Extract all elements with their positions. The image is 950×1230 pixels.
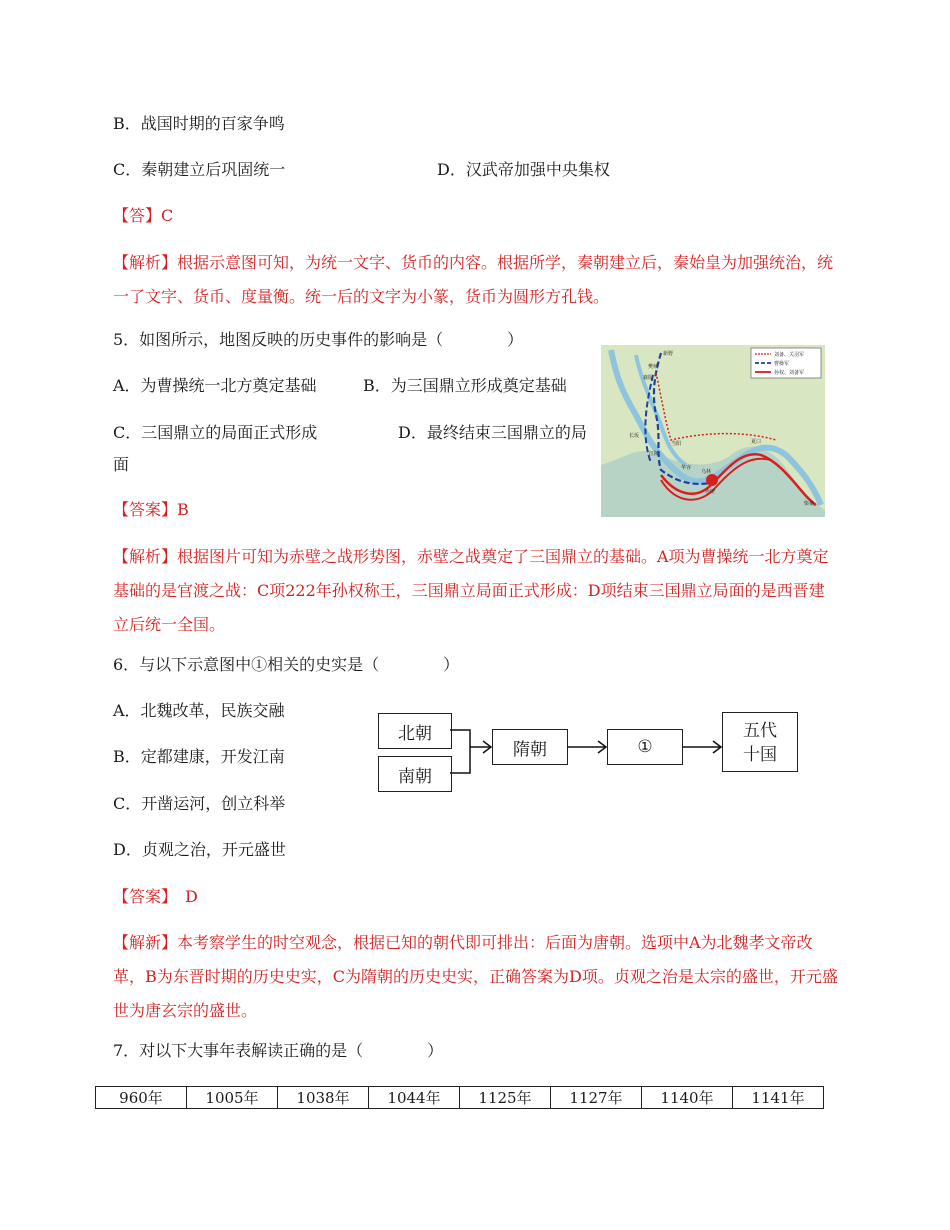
box-beichao: 北朝 [378,713,452,749]
map-place-huarong: 华容 [681,465,692,471]
q6-analysis: 【解新】本考察学生的时空观念，根据已知的朝代即可排出：后面为唐朝。选项中A为北魏孝文帝改革，B为东晋时期的历史史实，C为隋朝的历史史实，正确答案为D项。贞观之治是太宗的盛世，开元盛世为唐玄宗的盛世。 [113,933,838,1020]
q6-option-d: D．贞观之治，开元盛世 [113,840,286,859]
q5-answer: 【答案】B [113,500,189,519]
year-cell: 1140年 [642,1087,733,1109]
map-legend-3: 孙权、刘备军 [774,370,805,376]
q4-option-c: C．秦朝建立后巩固统一 [113,160,286,179]
q5-option-d-wrap: 面 [113,455,130,474]
map-place-chibi: 赤壁 [705,489,716,495]
chibi-battle-map [601,345,825,517]
q5-stem: 5．如图所示，地图反映的历史事件的影响是（ ） [113,330,524,349]
year-cell: 960年 [96,1087,187,1109]
q4-answer: 【答】C [113,206,174,225]
q5-option-b: B．为三国鼎立形成奠定基础 [363,376,567,395]
q6-answer: 【答案】 D [113,887,198,906]
year-cell: 1127年 [551,1087,642,1109]
map-place-chaisang: 柴桑 [804,501,815,507]
year-cell: 1044年 [369,1087,460,1109]
map-place-xinye: 新野 [663,351,674,357]
box-wudai-line2: 十国 [743,745,777,765]
box-circle-1: ① [607,729,683,765]
box-wudai-line1: 五代 [743,721,777,741]
q6-option-c: C．开凿运河，创立科举 [113,794,286,813]
dynasty-flow-arrows [450,700,730,800]
box-nanchao: 南朝 [378,756,452,792]
map-place-dangyang: 当阳 [671,441,682,447]
q6-stem: 6．与以下示意图中①相关的史实是（ ） [113,655,460,674]
q6-option-b: B．定都建康，开发江南 [113,747,285,766]
q7-year-table [95,1086,824,1109]
q7-stem: 7．对以下大事年表解读正确的是（ ） [113,1041,444,1060]
map-legend-2: 曹操军 [774,361,790,367]
year-cell: 1005年 [187,1087,278,1109]
q5-option-c: C．三国鼎立的局面正式形成 [113,423,318,442]
map-place-xiangyang: 襄阳 [643,375,654,381]
map-legend-1: 刘备、关羽军 [774,352,805,358]
map-place-xiakou: 夏口 [751,439,762,445]
map-place-jiangling: 江陵 [649,451,660,457]
q6-option-a: A．北魏改革，民族交融 [113,701,285,720]
year-cell: 1125年 [460,1087,551,1109]
map-place-changban: 长坂 [629,433,640,439]
q5-analysis: 【解析】根据图片可知为赤壁之战形势图，赤壁之战奠定了三国鼎立的基础。A项为曹操统一北方奠定基础的是官渡之战：C项222年孙权称王，三国鼎立局面正式形成：D项结束三国鼎立局面的是西晋建立后统一全国。 [113,547,829,634]
q4-option-b: B．战国时期的百家争鸣 [113,114,285,133]
box-wudai-shiguo [722,712,798,772]
q4-analysis: 【解析】根据示意图可知，为统一文字、货币的内容。根据所学，秦朝建立后，秦始皇为加强统治，统一了文字、货币、度量衡。统一后的文字为小篆，货币为圆形方孔钱。 [113,253,834,306]
year-cell: 1038年 [278,1087,369,1109]
table-row [96,1087,824,1109]
map-place-wulin: 乌林 [701,469,712,475]
year-cell: 1141年 [733,1087,824,1109]
q5-option-d: D．最终结束三国鼎立的局 [398,423,587,442]
map-place-fancheng: 樊城 [648,364,659,370]
q4-option-d: D．汉武帝加强中央集权 [437,160,610,179]
box-suichao: 隋朝 [492,729,568,765]
q5-option-a: A．为曹操统一北方奠定基础 [113,376,317,395]
